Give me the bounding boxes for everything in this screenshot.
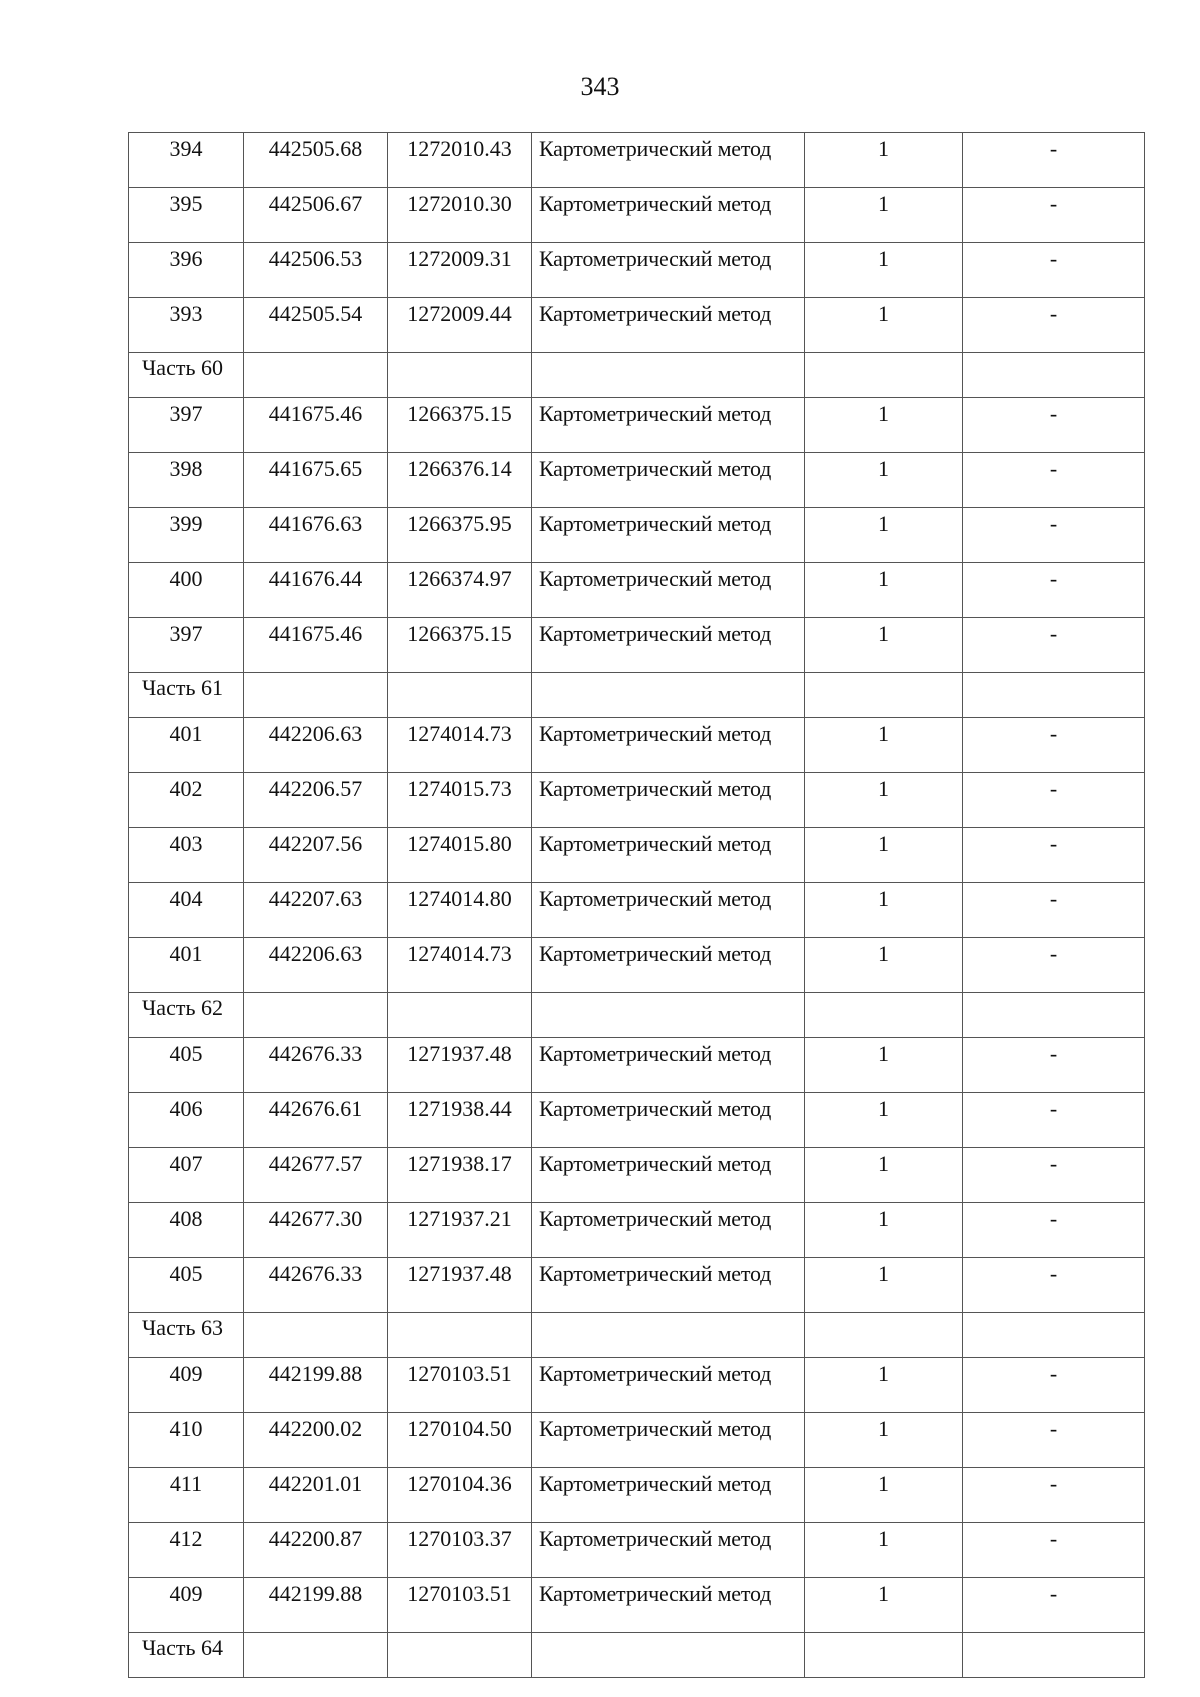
empty-cell (388, 1313, 532, 1358)
part-label: Часть 63 (129, 1313, 244, 1358)
point-number-cell: 395 (129, 188, 244, 243)
point-number-cell: 412 (129, 1523, 244, 1578)
x-coordinate-cell: 442206.63 (244, 718, 388, 773)
point-number-cell: 405 (129, 1258, 244, 1313)
method-cell: Картометрический метод (532, 938, 805, 993)
method-cell: Картометрический метод (532, 298, 805, 353)
note-cell: - (963, 618, 1145, 673)
x-coordinate-cell: 442505.68 (244, 133, 388, 188)
table-row (129, 718, 1145, 773)
y-coordinate-cell: 1274015.80 (388, 828, 532, 883)
accuracy-cell: 1 (805, 1093, 963, 1148)
table-row (129, 828, 1145, 883)
table-row (129, 1148, 1145, 1203)
table-row (129, 1578, 1145, 1633)
accuracy-cell: 1 (805, 1358, 963, 1413)
table-row (129, 298, 1145, 353)
y-coordinate-cell: 1271937.21 (388, 1203, 532, 1258)
note-cell: - (963, 773, 1145, 828)
accuracy-cell: 1 (805, 133, 963, 188)
x-coordinate-cell: 442676.33 (244, 1038, 388, 1093)
coordinates-table-body (129, 133, 1145, 1678)
point-number-cell: 403 (129, 828, 244, 883)
accuracy-cell: 1 (805, 828, 963, 883)
table-row (129, 453, 1145, 508)
y-coordinate-cell: 1270104.36 (388, 1468, 532, 1523)
empty-cell (963, 1633, 1145, 1678)
accuracy-cell: 1 (805, 188, 963, 243)
y-coordinate-cell: 1266375.15 (388, 398, 532, 453)
note-cell: - (963, 1148, 1145, 1203)
accuracy-cell: 1 (805, 1523, 963, 1578)
point-number-cell: 393 (129, 298, 244, 353)
part-label: Часть 60 (129, 353, 244, 398)
x-coordinate-cell: 442206.57 (244, 773, 388, 828)
method-cell: Картометрический метод (532, 188, 805, 243)
accuracy-cell: 1 (805, 298, 963, 353)
y-coordinate-cell: 1266374.97 (388, 563, 532, 618)
x-coordinate-cell: 442199.88 (244, 1578, 388, 1633)
method-cell: Картометрический метод (532, 1468, 805, 1523)
accuracy-cell: 1 (805, 618, 963, 673)
point-number-cell: 398 (129, 453, 244, 508)
point-number-cell: 401 (129, 938, 244, 993)
table-row (129, 1203, 1145, 1258)
empty-cell (244, 1313, 388, 1358)
empty-cell (963, 993, 1145, 1038)
note-cell: - (963, 398, 1145, 453)
table-row (129, 883, 1145, 938)
y-coordinate-cell: 1270103.51 (388, 1578, 532, 1633)
y-coordinate-cell: 1272010.43 (388, 133, 532, 188)
empty-cell (805, 1633, 963, 1678)
part-header-row (129, 353, 1145, 398)
x-coordinate-cell: 441675.46 (244, 398, 388, 453)
note-cell: - (963, 1203, 1145, 1258)
y-coordinate-cell: 1266375.15 (388, 618, 532, 673)
empty-cell (805, 353, 963, 398)
empty-cell (244, 993, 388, 1038)
point-number-cell: 404 (129, 883, 244, 938)
y-coordinate-cell: 1274015.73 (388, 773, 532, 828)
accuracy-cell: 1 (805, 718, 963, 773)
method-cell: Картометрический метод (532, 618, 805, 673)
part-header-row (129, 1313, 1145, 1358)
part-header-row (129, 993, 1145, 1038)
x-coordinate-cell: 442199.88 (244, 1358, 388, 1413)
note-cell: - (963, 1468, 1145, 1523)
empty-cell (244, 673, 388, 718)
y-coordinate-cell: 1274014.80 (388, 883, 532, 938)
table-row (129, 773, 1145, 828)
note-cell: - (963, 1038, 1145, 1093)
table-row (129, 1038, 1145, 1093)
accuracy-cell: 1 (805, 453, 963, 508)
y-coordinate-cell: 1271938.44 (388, 1093, 532, 1148)
table-row (129, 618, 1145, 673)
empty-cell (532, 673, 805, 718)
method-cell: Картометрический метод (532, 133, 805, 188)
page-number: 343 (580, 72, 620, 101)
y-coordinate-cell: 1271938.17 (388, 1148, 532, 1203)
part-label: Часть 61 (129, 673, 244, 718)
method-cell: Картометрический метод (532, 718, 805, 773)
empty-cell (388, 993, 532, 1038)
table-row (129, 188, 1145, 243)
point-number-cell: 409 (129, 1578, 244, 1633)
point-number-cell: 394 (129, 133, 244, 188)
x-coordinate-cell: 442206.63 (244, 938, 388, 993)
part-label: Часть 62 (129, 993, 244, 1038)
x-coordinate-cell: 442200.02 (244, 1413, 388, 1468)
x-coordinate-cell: 442677.30 (244, 1203, 388, 1258)
y-coordinate-cell: 1272009.44 (388, 298, 532, 353)
note-cell: - (963, 563, 1145, 618)
coordinates-table (128, 132, 1145, 1678)
y-coordinate-cell: 1274014.73 (388, 718, 532, 773)
method-cell: Картометрический метод (532, 1358, 805, 1413)
empty-cell (244, 353, 388, 398)
accuracy-cell: 1 (805, 773, 963, 828)
table-row (129, 1468, 1145, 1523)
table-row (129, 938, 1145, 993)
accuracy-cell: 1 (805, 1413, 963, 1468)
empty-cell (805, 673, 963, 718)
method-cell: Картометрический метод (532, 243, 805, 298)
note-cell: - (963, 1358, 1145, 1413)
x-coordinate-cell: 442676.61 (244, 1093, 388, 1148)
accuracy-cell: 1 (805, 1468, 963, 1523)
y-coordinate-cell: 1270104.50 (388, 1413, 532, 1468)
method-cell: Картометрический метод (532, 883, 805, 938)
y-coordinate-cell: 1272010.30 (388, 188, 532, 243)
empty-cell (388, 353, 532, 398)
method-cell: Картометрический метод (532, 563, 805, 618)
x-coordinate-cell: 442207.56 (244, 828, 388, 883)
point-number-cell: 397 (129, 398, 244, 453)
point-number-cell: 408 (129, 1203, 244, 1258)
method-cell: Картометрический метод (532, 508, 805, 563)
part-header-row (129, 673, 1145, 718)
note-cell: - (963, 938, 1145, 993)
accuracy-cell: 1 (805, 563, 963, 618)
note-cell: - (963, 133, 1145, 188)
point-number-cell: 411 (129, 1468, 244, 1523)
point-number-cell: 401 (129, 718, 244, 773)
note-cell: - (963, 1523, 1145, 1578)
empty-cell (244, 1633, 388, 1678)
table-row (129, 1523, 1145, 1578)
y-coordinate-cell: 1266376.14 (388, 453, 532, 508)
point-number-cell: 409 (129, 1358, 244, 1413)
table-row (129, 1413, 1145, 1468)
x-coordinate-cell: 442505.54 (244, 298, 388, 353)
y-coordinate-cell: 1271937.48 (388, 1258, 532, 1313)
point-number-cell: 410 (129, 1413, 244, 1468)
method-cell: Картометрический метод (532, 1203, 805, 1258)
empty-cell (532, 993, 805, 1038)
accuracy-cell: 1 (805, 883, 963, 938)
note-cell: - (963, 883, 1145, 938)
point-number-cell: 400 (129, 563, 244, 618)
method-cell: Картометрический метод (532, 1523, 805, 1578)
y-coordinate-cell: 1272009.31 (388, 243, 532, 298)
x-coordinate-cell: 442506.67 (244, 188, 388, 243)
note-cell: - (963, 1258, 1145, 1313)
x-coordinate-cell: 442200.87 (244, 1523, 388, 1578)
accuracy-cell: 1 (805, 1148, 963, 1203)
point-number-cell: 399 (129, 508, 244, 563)
empty-cell (388, 1633, 532, 1678)
method-cell: Картометрический метод (532, 1413, 805, 1468)
note-cell: - (963, 188, 1145, 243)
x-coordinate-cell: 441676.63 (244, 508, 388, 563)
x-coordinate-cell: 442506.53 (244, 243, 388, 298)
accuracy-cell: 1 (805, 508, 963, 563)
accuracy-cell: 1 (805, 243, 963, 298)
accuracy-cell: 1 (805, 1578, 963, 1633)
table-row (129, 1358, 1145, 1413)
note-cell: - (963, 298, 1145, 353)
table-row (129, 1093, 1145, 1148)
note-cell: - (963, 1413, 1145, 1468)
method-cell: Картометрический метод (532, 1148, 805, 1203)
accuracy-cell: 1 (805, 1258, 963, 1313)
note-cell: - (963, 243, 1145, 298)
empty-cell (532, 1313, 805, 1358)
table-row (129, 398, 1145, 453)
note-cell: - (963, 828, 1145, 883)
y-coordinate-cell: 1270103.37 (388, 1523, 532, 1578)
method-cell: Картометрический метод (532, 773, 805, 828)
x-coordinate-cell: 441675.65 (244, 453, 388, 508)
method-cell: Картометрический метод (532, 453, 805, 508)
empty-cell (532, 353, 805, 398)
empty-cell (963, 673, 1145, 718)
x-coordinate-cell: 442676.33 (244, 1258, 388, 1313)
table-row (129, 243, 1145, 298)
method-cell: Картометрический метод (532, 1578, 805, 1633)
table-row (129, 563, 1145, 618)
empty-cell (532, 1633, 805, 1678)
accuracy-cell: 1 (805, 1038, 963, 1093)
accuracy-cell: 1 (805, 398, 963, 453)
x-coordinate-cell: 441675.46 (244, 618, 388, 673)
note-cell: - (963, 1578, 1145, 1633)
empty-cell (805, 993, 963, 1038)
table-row (129, 1258, 1145, 1313)
note-cell: - (963, 508, 1145, 563)
point-number-cell: 407 (129, 1148, 244, 1203)
method-cell: Картометрический метод (532, 1038, 805, 1093)
table-row (129, 133, 1145, 188)
method-cell: Картометрический метод (532, 828, 805, 883)
empty-cell (963, 353, 1145, 398)
y-coordinate-cell: 1271937.48 (388, 1038, 532, 1093)
method-cell: Картометрический метод (532, 1258, 805, 1313)
y-coordinate-cell: 1266375.95 (388, 508, 532, 563)
x-coordinate-cell: 442677.57 (244, 1148, 388, 1203)
empty-cell (388, 673, 532, 718)
part-header-row (129, 1633, 1145, 1678)
part-label: Часть 64 (129, 1633, 244, 1678)
y-coordinate-cell: 1274014.73 (388, 938, 532, 993)
point-number-cell: 396 (129, 243, 244, 298)
y-coordinate-cell: 1270103.51 (388, 1358, 532, 1413)
x-coordinate-cell: 442207.63 (244, 883, 388, 938)
point-number-cell: 405 (129, 1038, 244, 1093)
accuracy-cell: 1 (805, 1203, 963, 1258)
point-number-cell: 406 (129, 1093, 244, 1148)
x-coordinate-cell: 441676.44 (244, 563, 388, 618)
note-cell: - (963, 718, 1145, 773)
point-number-cell: 402 (129, 773, 244, 828)
table-row (129, 508, 1145, 563)
empty-cell (805, 1313, 963, 1358)
accuracy-cell: 1 (805, 938, 963, 993)
x-coordinate-cell: 442201.01 (244, 1468, 388, 1523)
method-cell: Картометрический метод (532, 1093, 805, 1148)
method-cell: Картометрический метод (532, 398, 805, 453)
note-cell: - (963, 453, 1145, 508)
empty-cell (963, 1313, 1145, 1358)
note-cell: - (963, 1093, 1145, 1148)
point-number-cell: 397 (129, 618, 244, 673)
